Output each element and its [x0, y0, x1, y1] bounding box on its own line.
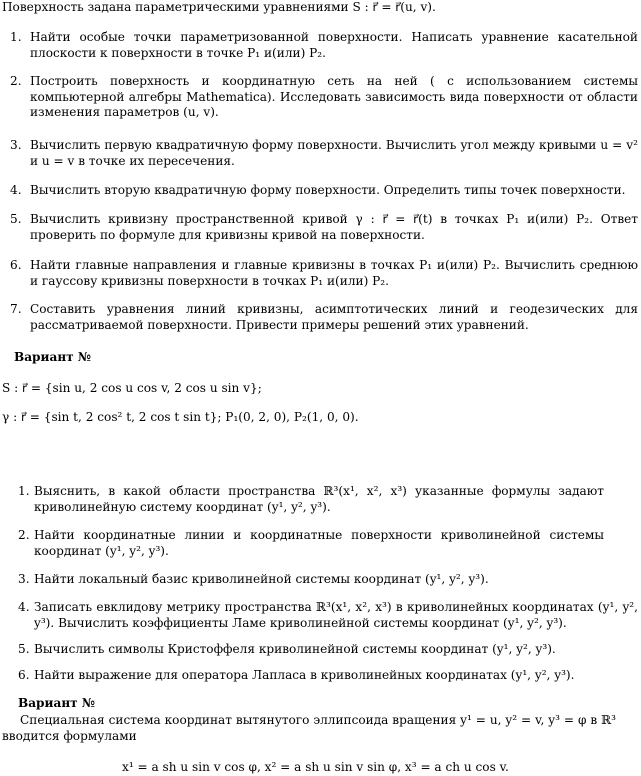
item-text: Построить поверхность и координатную сеть на ней ( с использованием системы компьютерной алгебры Mathematica). Исследовать зависимость вида поверхности от области изменения параметров (u, v).	[30, 74, 638, 119]
item-number: 4.	[18, 600, 30, 614]
item-text: Записать евклидову метрику пространства ℝ³(x¹, x², x³) в криволинейных координатах (y¹, y², y³). Вычислить коэффициенты Ламе криволинейной системы координат (y¹, y², y³).	[34, 600, 638, 630]
item-number: 3.	[18, 572, 30, 586]
intro-text: Поверхность задана параметрическими уравнениями S : r⃗ = r⃗(u, v).	[2, 0, 436, 14]
item-text: Найти особые точки параметризованной поверхности. Написать уравнение касательной плоскости к поверхности в точке P₁ и(или) P₂.	[30, 30, 638, 60]
item-text: Найти локальный базис криволинейной системы координат (y¹, y², y³).	[34, 572, 489, 586]
item-text: Найти главные направления и главные кривизны в точках P₁ и(или) P₂. Вычислить среднюю и гауссову кривизны поверхности в точках P₁ и(или) P₂.	[30, 258, 638, 288]
item-text: Вычислить вторую квадратичную форму поверхности. Определить типы точек поверхности.	[30, 183, 626, 197]
item-number: 5.	[10, 212, 22, 226]
item-text: Найти координатные линии и координатные поверхности криволинейной системы координат (y¹, y², y³).	[34, 528, 604, 558]
item-number: 7.	[10, 302, 22, 316]
variant-description: Специальная система координат вытянутого эллипсоида вращения y¹ = u, y² = v, y³ = φ в ℝ³ вводится формулами	[2, 713, 616, 743]
variant-heading: Вариант №	[14, 350, 92, 364]
item-text: Выяснить, в какой области пространства ℝ³(x¹, x², x³) указанные формулы задают криволинейную систему координат (y¹, y², y³).	[34, 484, 604, 514]
item-number: 6.	[18, 668, 30, 682]
surface-formula: S : r⃗ = {sin u, 2 cos u cos v, 2 cos u sin v};	[2, 381, 262, 395]
item-number: 1.	[18, 484, 30, 498]
item-number: 2.	[10, 74, 22, 88]
item-text: Вычислить кривизну пространственной кривой γ : r⃗ = r⃗(t) в точках P₁ и(или) P₂. Ответ проверить по формуле для кривизны кривой на поверхности.	[30, 212, 638, 242]
item-number: 5.	[18, 642, 30, 656]
item-number: 2.	[18, 528, 30, 542]
item-text: Найти выражение для оператора Лапласа в криволинейных координатах (y¹, y², y³).	[34, 668, 575, 682]
item-text: Составить уравнения линий кривизны, асимптотических линий и геодезических для рассматриваемой поверхности. Привести примеры решений этих уравнений.	[30, 302, 638, 332]
item-number: 6.	[10, 258, 22, 272]
item-text: Вычислить символы Кристоффеля криволинейной системы координат (y¹, y², y³).	[34, 642, 556, 656]
item-number: 1.	[10, 30, 22, 44]
item-number: 4.	[10, 183, 22, 197]
item-number: 3.	[10, 138, 22, 152]
variant-heading: Вариант №	[18, 696, 96, 710]
item-text: Вычислить первую квадратичную форму поверхности. Вычислить угол между кривыми u = v² и u = v в точке их пересечения.	[30, 138, 638, 168]
curve-formula: γ : r⃗ = {sin t, 2 cos² t, 2 cos t sin t}; P₁(0, 2, 0), P₂(1, 0, 0).	[2, 410, 359, 424]
coordinate-formula: x¹ = a sh u sin v cos φ, x² = a sh u sin v sin φ, x³ = a ch u cos v.	[122, 760, 509, 774]
